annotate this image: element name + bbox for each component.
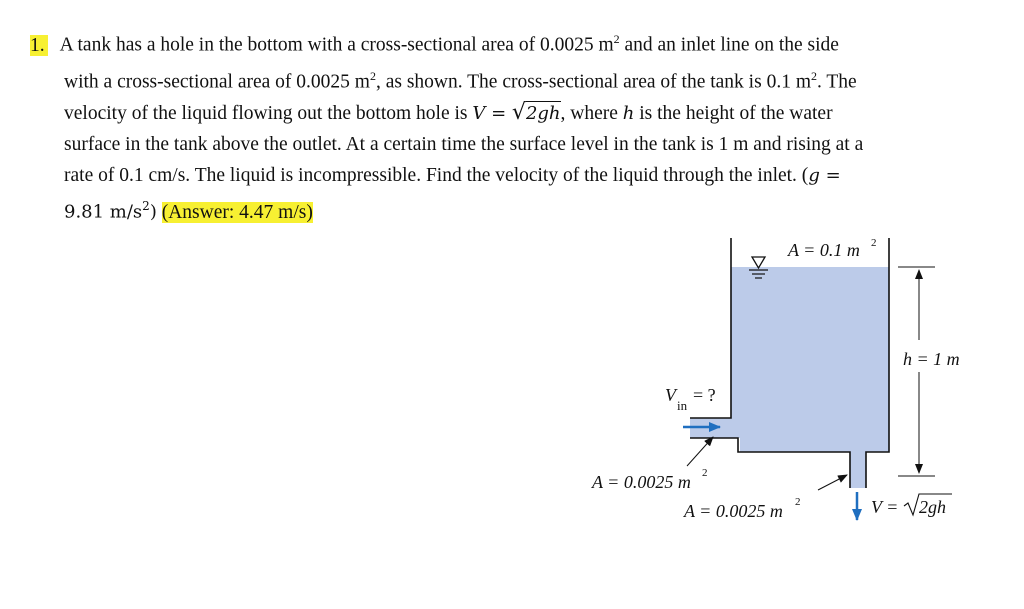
problem-line-1b: and an inlet line on the side <box>619 34 839 56</box>
outlet-area-sup: 2 <box>795 496 801 508</box>
vin-label-v: V <box>665 385 676 405</box>
problem-line-2b: , as shown. The cross-sectional area of the tank is 0.1 m <box>375 71 811 92</box>
inlet-area-leader <box>687 437 713 466</box>
tank-area-label: A = 0.1 m <box>788 240 860 260</box>
outlet-area-leader <box>818 475 847 490</box>
formula-root: 2gh <box>525 103 561 124</box>
height-label: h = 1 m <box>903 349 960 369</box>
problem-line-4: surface in the tank above the outlet. At a certain time the surface level in the tank is 1 m and rising at a <box>64 134 864 155</box>
problem-line-5a: rate of 0.1 cm/s. The liquid is incompressible. Find the velocity of the liquid through the inlet. ( <box>64 165 809 186</box>
variable-g: g <box>808 165 820 186</box>
outlet-velocity-root: 2gh <box>919 497 946 517</box>
problem-line-3c: is the height of the water <box>634 103 833 124</box>
superscript: 2 <box>142 199 150 213</box>
superscript: 2 <box>613 32 620 46</box>
problem-line-2c: . The <box>816 71 857 92</box>
inlet-area-label: A = 0.0025 m <box>592 472 691 492</box>
formula-eq: = <box>485 103 512 124</box>
vin-label-rest: = ? <box>693 385 716 405</box>
equals: = <box>819 165 841 186</box>
formula-v: V <box>472 103 486 124</box>
problem-line-2a: with a cross-sectional area of 0.0025 m <box>64 71 370 92</box>
tank-area-sup: 2 <box>871 237 877 249</box>
problem-line-3b: , where <box>560 103 623 124</box>
problem-line-1a: A tank has a hole in the bottom with a cross-sectional area of 0.0025 m <box>59 34 614 56</box>
close-paren: ) <box>149 201 157 223</box>
inlet-area-sup: 2 <box>702 467 708 479</box>
problem-number: 1. <box>30 35 48 56</box>
superscript: 2 <box>369 68 376 83</box>
outlet-velocity-label: V = <box>871 497 899 517</box>
gravity-value: 9.81 m/s <box>64 201 143 223</box>
variable-h: h <box>622 103 635 124</box>
superscript: 2 <box>810 68 817 83</box>
outlet-area-label: A = 0.0025 m <box>684 501 783 521</box>
answer-highlight: (Answer: 4.47 m/s) <box>161 201 313 223</box>
problem-statement: 1. A tank has a hole in the bottom with a cross-sectional area of 0.0025 $m^2$ and an inlet line on the side with a cross-sectional area of 0.0025 $m^2$, as shown. The cross-sectional area of the tank is 0.1 $m^2$. The velocity of the liquid flowing out the bottom hole is V = √2gh, where h is the height of the water surface in the tank above the outlet. At a certain time the surface level in the tank is 1 m and rising at a rate of 0.1 cm/s. The liquid is incompressible. Find the velocity of the liquid through the inlet. (g = 9.81 $m/s^2$) (Answer: 4.47 m/s) <box>30 32 864 223</box>
problem-line-3a: velocity of the liquid flowing out the bottom hole is <box>64 103 473 124</box>
height-dimension <box>898 267 935 476</box>
vin-label-sub: in <box>677 398 688 413</box>
